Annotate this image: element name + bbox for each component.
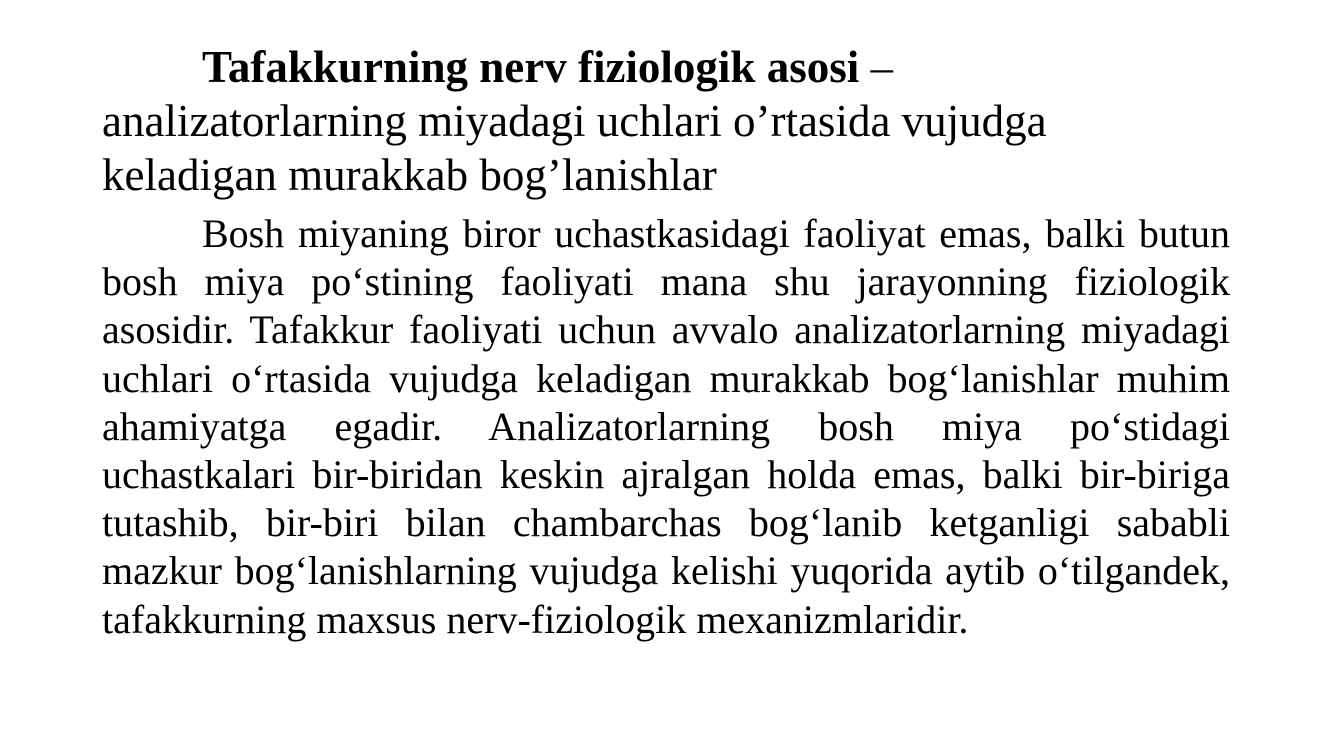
document-page [102, 40, 1230, 644]
heading-bold-term: Tafakkurning nerv fiziologik asosi [202, 42, 860, 92]
heading-dash: – [859, 42, 893, 92]
section-heading [102, 40, 1230, 202]
heading-definition: analizatorlarning miyadagi uchlari o’rtasida vujudga keladigan murakkab bog’lanishlar [102, 96, 1047, 200]
body-paragraph: Bosh miyaning biror uchastkasidagi faoliyat emas, balki butun bosh miya po‘stining faoliyati mana shu jarayonning fiziologik asosidir. Tafakkur faoliyati uchun avvalo analizatorlarning miyadagi uchlari o‘rtasida vujudga keladigan murakkab bog‘lanishlar muhim ahamiyatga egadir. Analizatorlarning bosh miya po‘stidagi uchastkalari bir-biridan keskin ajralgan holda emas, balki bir-biriga tutashib, bir-biri bilan chambarchas bog‘lanib ketganligi sababli mazkur bog‘lanishlarning vujudga kelishi yuqorida aytib o‘tilgandek, tafakkurning maxsus nerv-fiziologik mexanizmlaridir. [102, 211, 1230, 642]
